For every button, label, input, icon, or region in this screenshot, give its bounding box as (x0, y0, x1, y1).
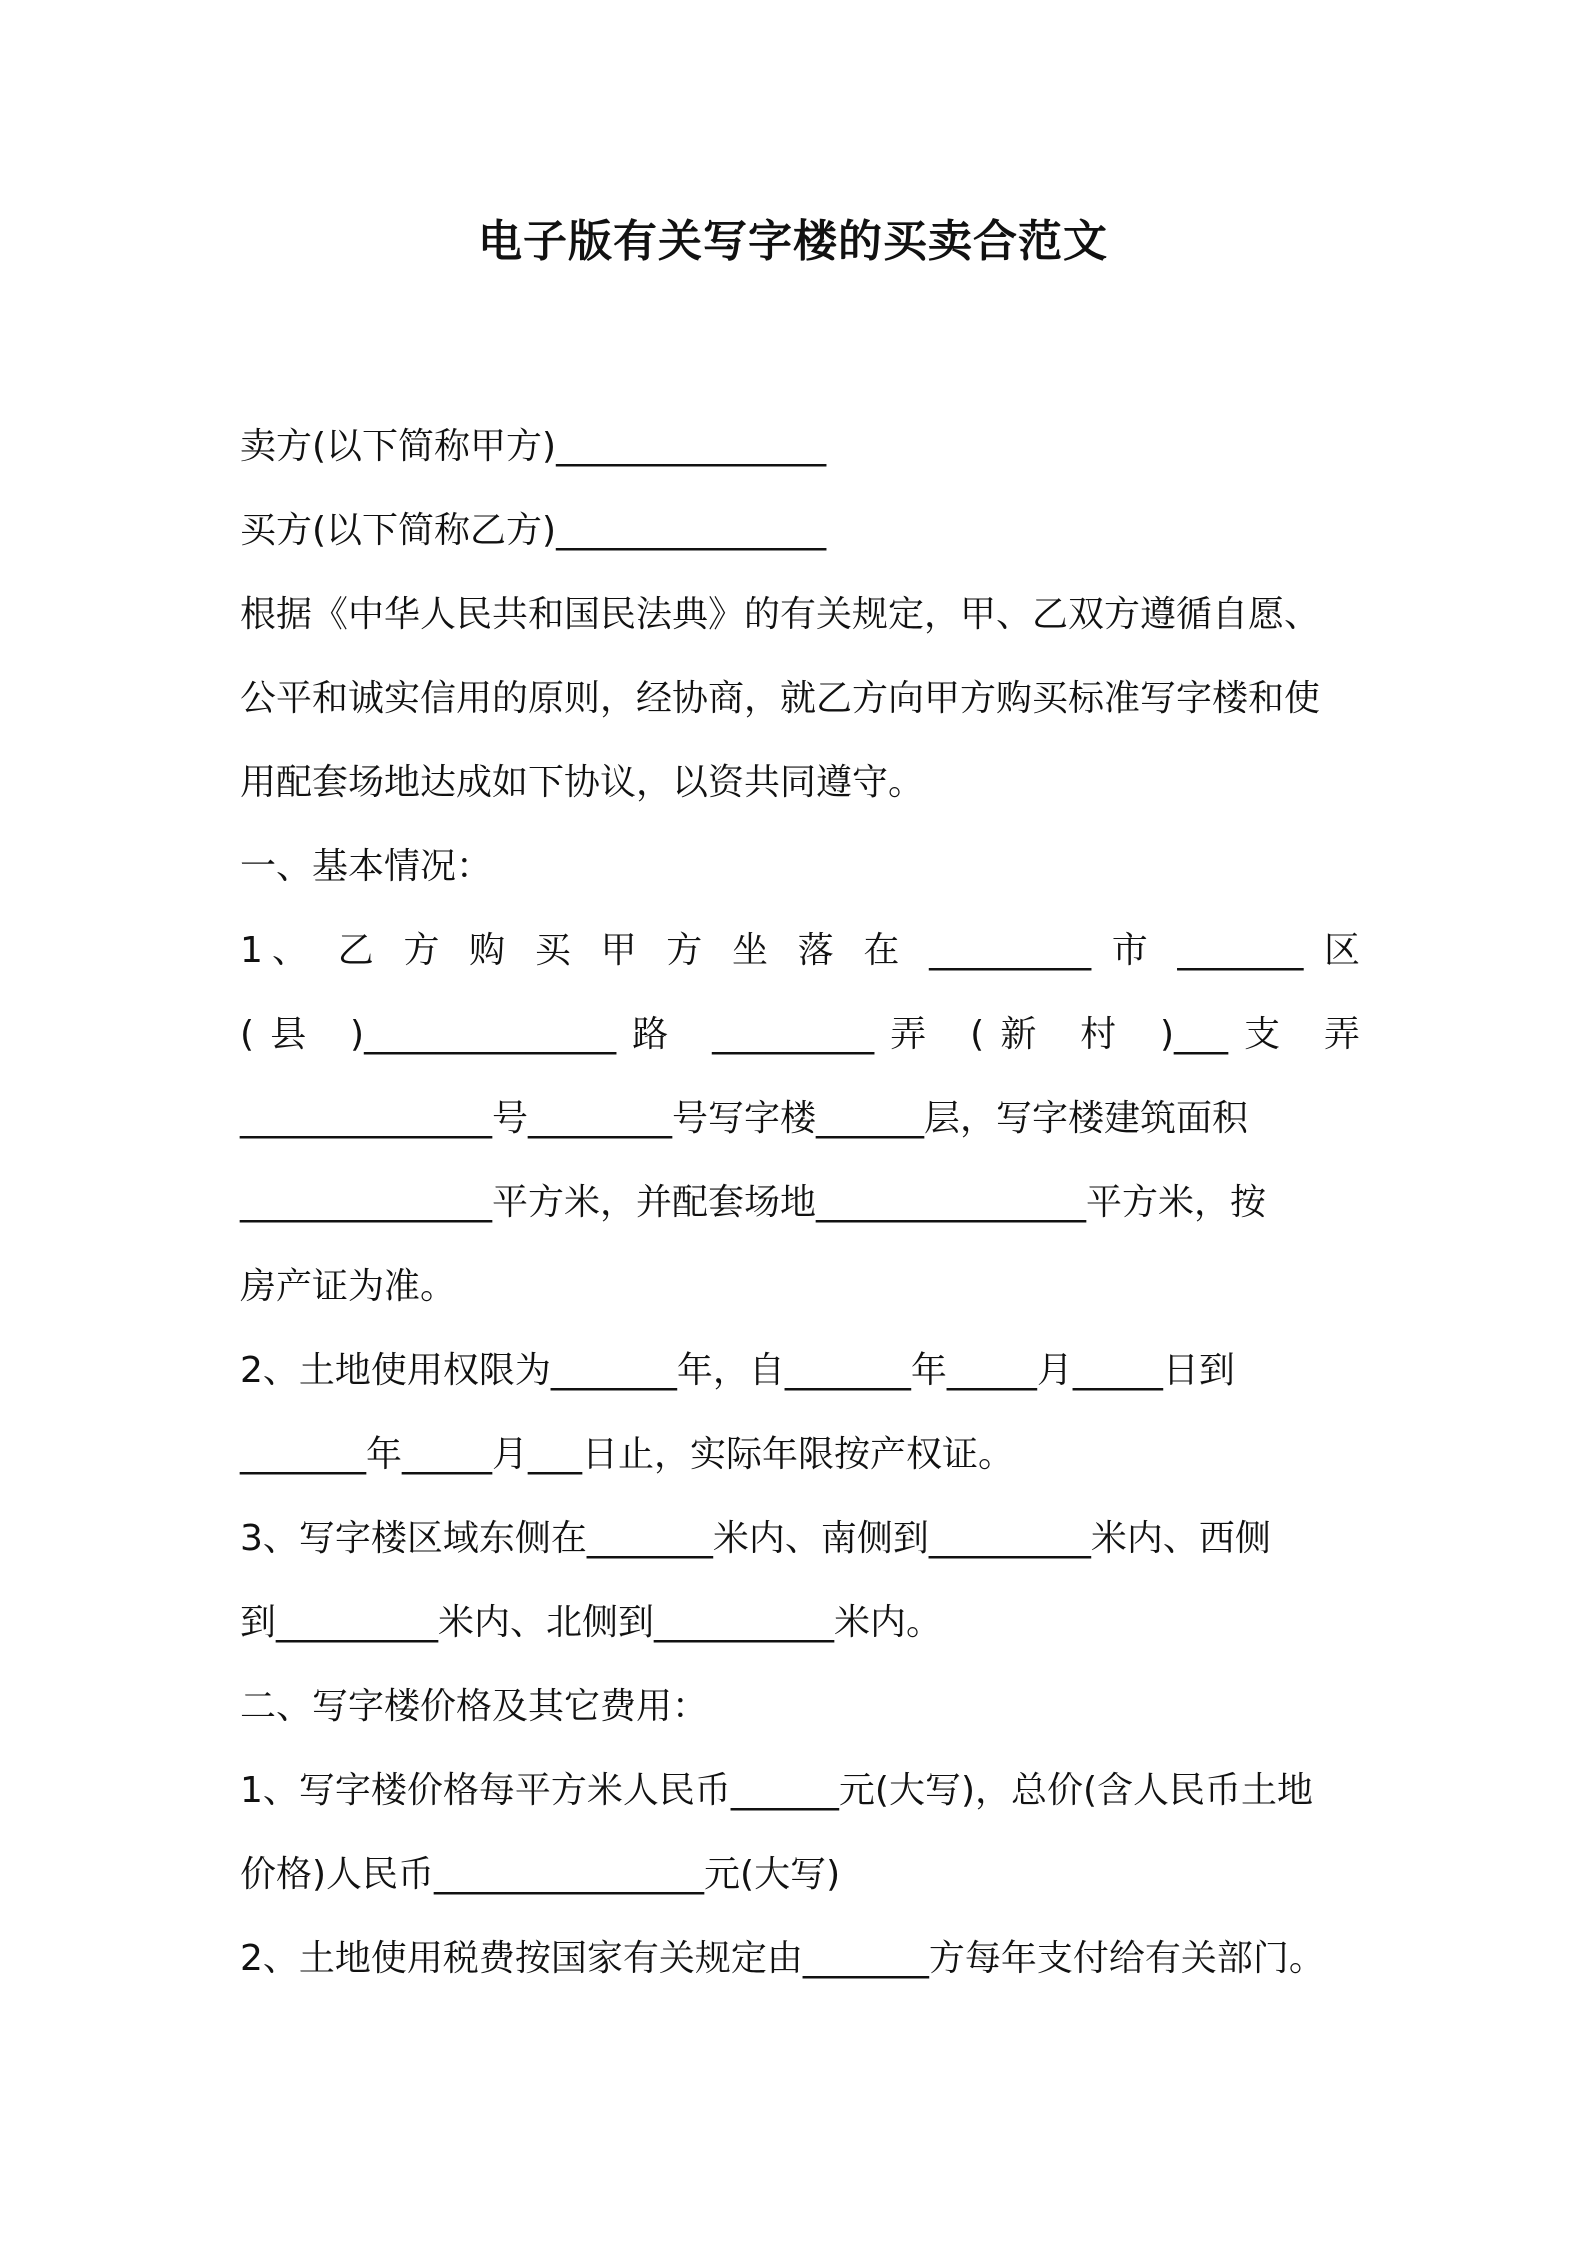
clause-1-1-line-2: (县 )______________路 _________弄 (新 村 )___支 弄 (240, 1014, 1360, 1055)
buyer-line: 买方(以下简称乙方)_______________ (240, 510, 827, 551)
clause-2-2-line-1: 2、土地使用税费按国家有关规定由_______方每年支付给有关部门。 (240, 1938, 1325, 1979)
preamble-line-2: 公平和诚实信用的原则，经协商，就乙方向甲方购买标准写字楼和使 (240, 678, 1321, 719)
contract-body (240, 405, 1360, 2001)
clause-2-1-line-1: 1、写字楼价格每平方米人民币______元(大写)，总价(含人民币土地 (240, 1770, 1314, 1811)
document-title: 电子版有关写字楼的买卖合范文 (478, 216, 1108, 267)
clause-1-1-line-5: 房产证为准。 (240, 1266, 457, 1307)
clause-1-2-line-2: _______年_____月___日止，实际年限按产权证。 (240, 1434, 1015, 1475)
clause-2-1-line-2: 价格)人民币_______________元(大写) (240, 1854, 841, 1895)
preamble-line-3: 用配套场地达成如下协议，以资共同遵守。 (240, 762, 925, 803)
section-1-heading: 一、基本情况： (240, 846, 493, 887)
clause-1-2-line-1: 2、土地使用权限为_______年，自_______年_____月_____日到 (240, 1350, 1235, 1391)
clause-1-3-line-2: 到_________米内、北侧到__________米内。 (240, 1602, 943, 1643)
preamble-line-1: 根据《中华人民共和国民法典》的有关规定，甲、乙双方遵循自愿、 (240, 594, 1321, 635)
seller-line: 卖方(以下简称甲方)_______________ (240, 426, 827, 467)
section-2-heading: 二、写字楼价格及其它费用： (240, 1686, 709, 1727)
clause-1-3-line-1: 3、写字楼区域东侧在_______米内、南侧到_________米内、西侧 (240, 1518, 1271, 1559)
clause-1-1-line-1: 1、 乙 方 购 买 甲 方 坐 落 在 _________ 市 _______ 区 (240, 930, 1360, 971)
clause-1-1-line-3: ______________号________号写字楼______层，写字楼建筑面积 (240, 1098, 1249, 1139)
clause-1-1-line-4: ______________平方米，并配套场地_______________平方米，按 (240, 1182, 1267, 1223)
